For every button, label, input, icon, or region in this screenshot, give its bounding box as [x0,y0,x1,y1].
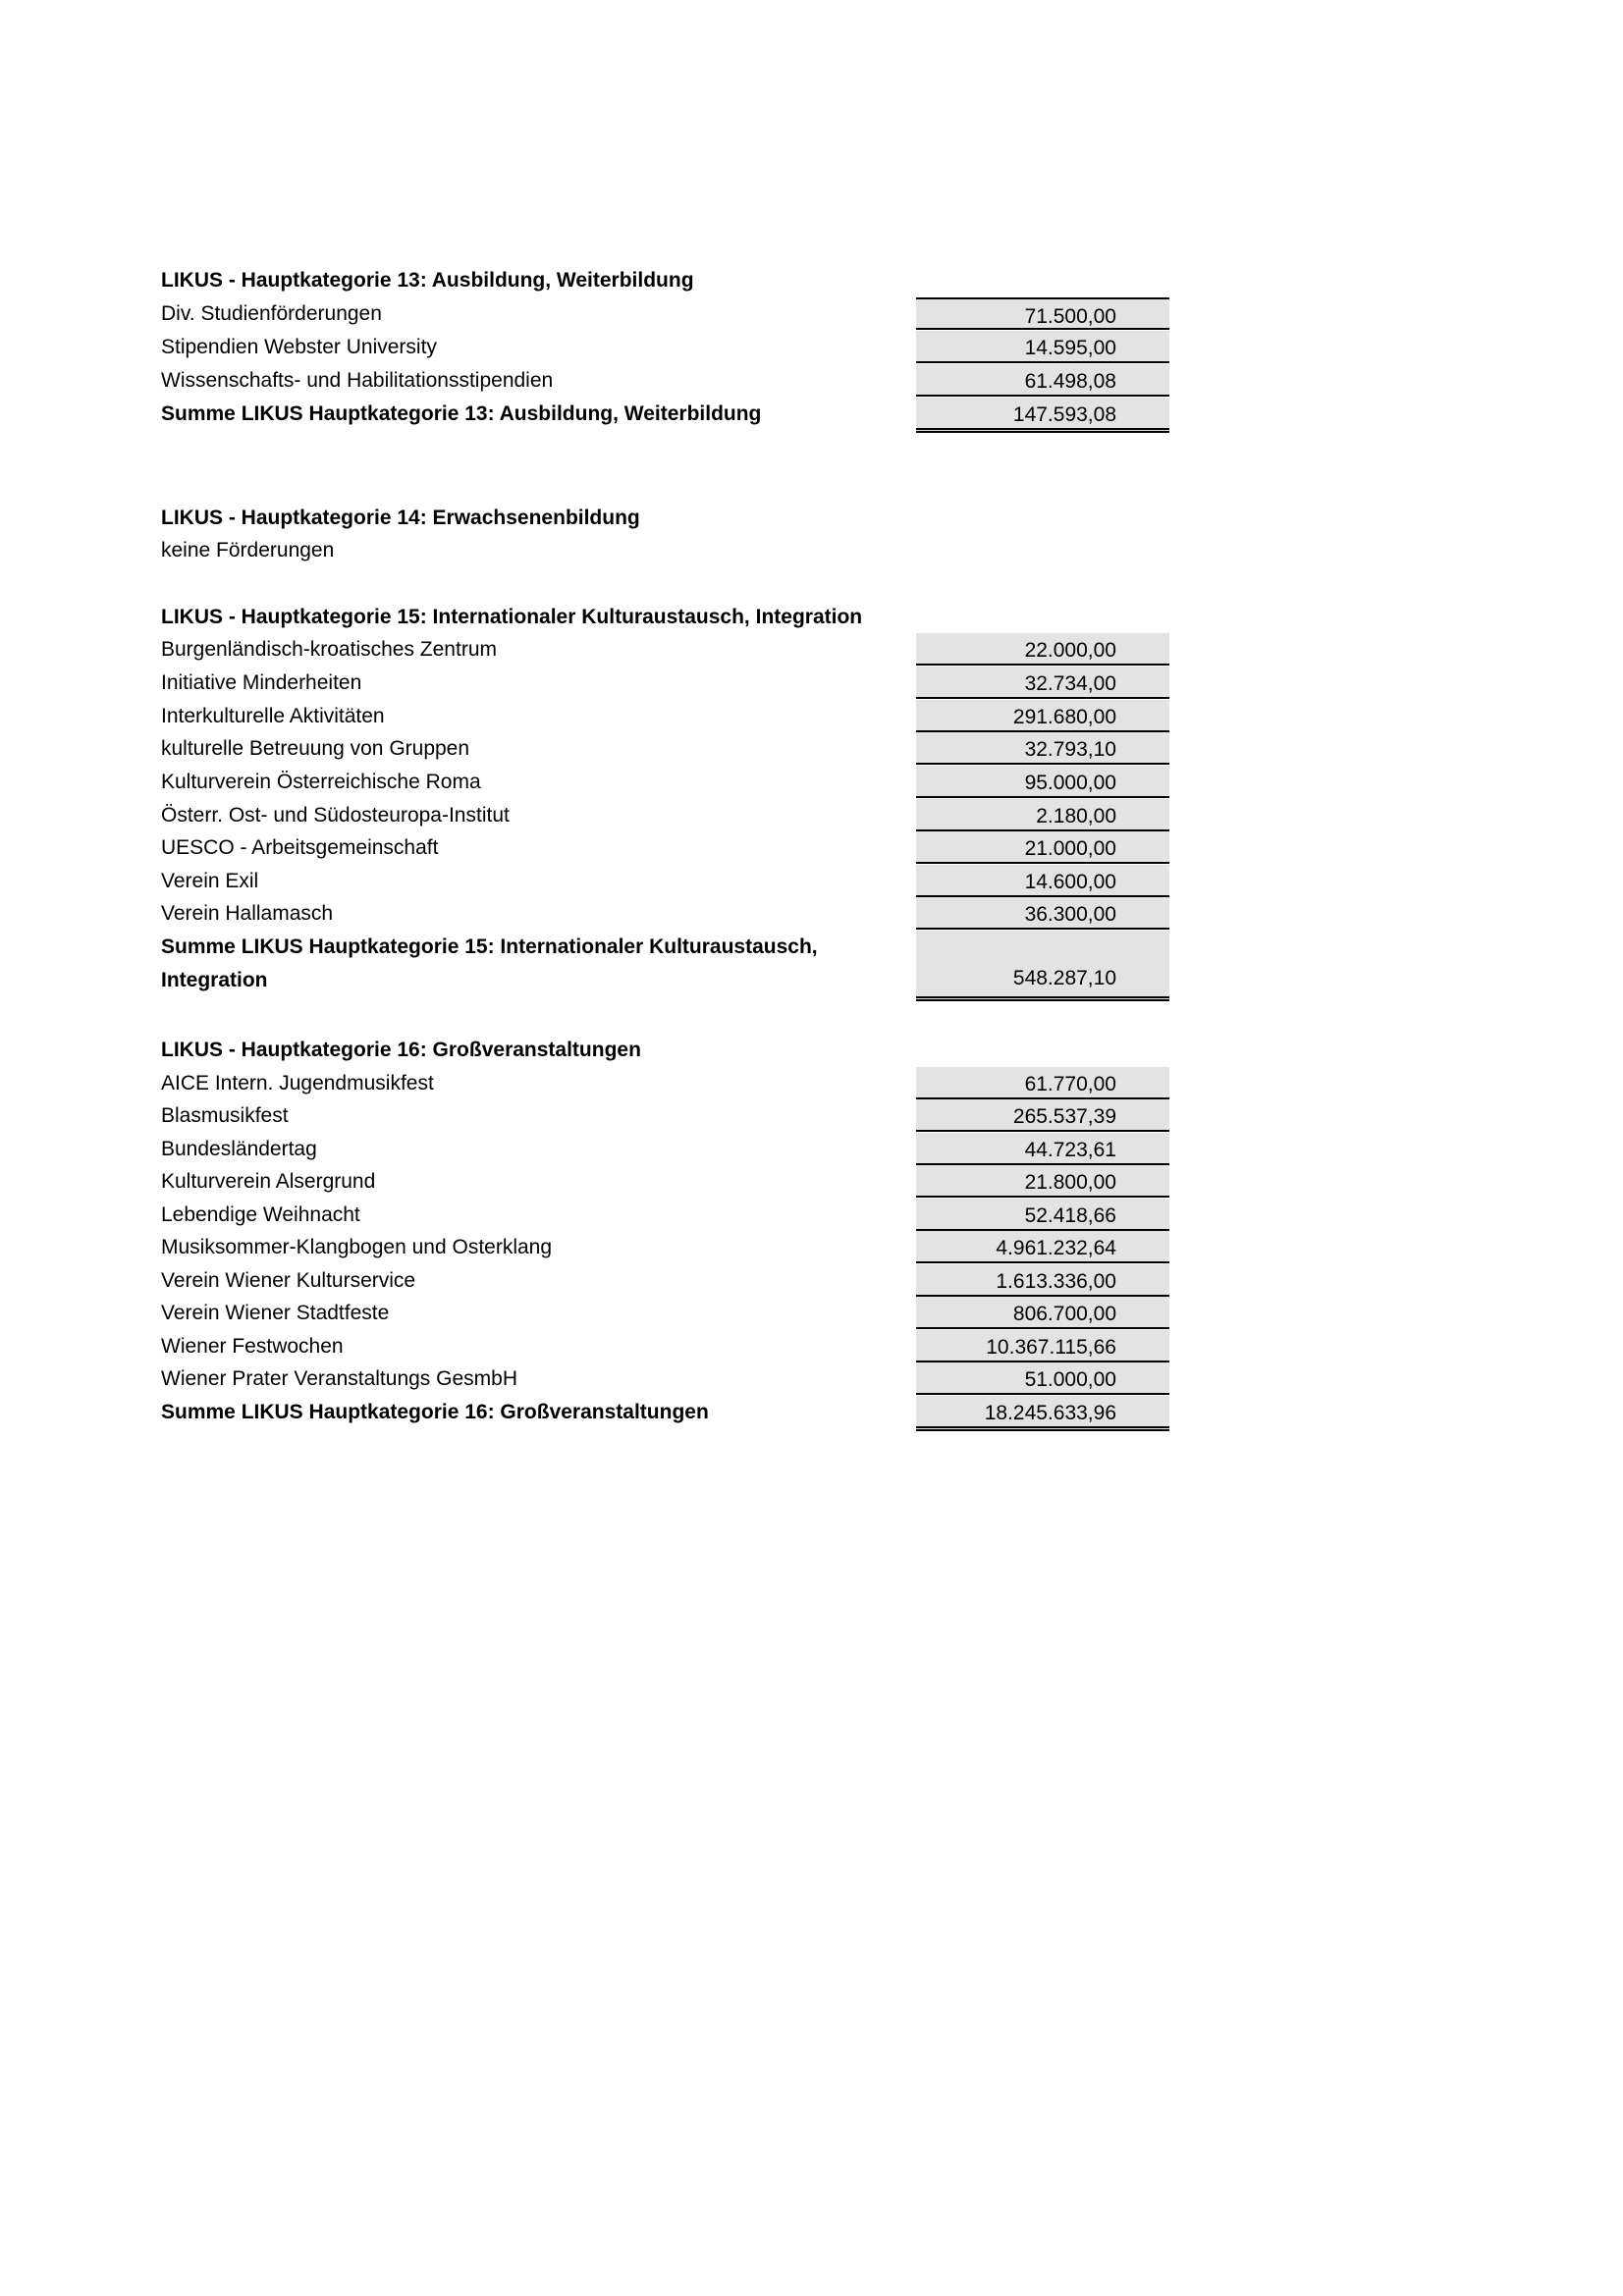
section-14-heading-row [0,502,1623,535]
table-row [0,1264,1623,1298]
row-label: Wiener Prater Veranstaltungs GesmbH [161,1367,517,1390]
table-row [0,1231,1623,1264]
row-amount: 32.793,10 [916,732,1169,765]
section-note: keine Förderungen [161,539,335,561]
row-label: Kulturverein Österreichische Roma [161,771,481,793]
row-amount: 44.723,61 [916,1133,1169,1165]
section-heading: LIKUS - Hauptkategorie 14: Erwachsenenbildung [161,507,640,529]
row-label: Wiener Festwochen [161,1335,344,1358]
section-13-heading-row [0,264,1623,297]
table-row [0,1330,1623,1363]
row-amount: 1.613.336,00 [916,1264,1169,1297]
row-amount: 61.498,08 [916,364,1169,397]
table-row [0,1297,1623,1330]
row-amount: 10.367.115,66 [916,1330,1169,1362]
row-label: Blasmusikfest [161,1104,289,1127]
table-row [0,297,1623,331]
row-label: Interkulturelle Aktivitäten [161,705,385,727]
table-row [0,364,1623,398]
section-heading: LIKUS - Hauptkategorie 13: Ausbildung, Weiterbildung [161,269,694,292]
table-row [0,1133,1623,1166]
row-label: Stipendien Webster University [161,336,437,358]
row-label: Bundesländertag [161,1138,317,1160]
table-row [0,799,1623,832]
table-row [0,1099,1623,1133]
row-amount: 21.800,00 [916,1165,1169,1198]
table-row [0,897,1623,931]
section-note-row [0,534,1623,567]
sum-label-line2: Integration [161,969,268,991]
row-label: Verein Exil [161,870,259,892]
section-heading: LIKUS - Hauptkategorie 16: Großveranstaltungen [161,1039,641,1061]
sum-amount: 147.593,08 [916,398,1169,433]
table-row [0,331,1623,364]
row-amount: 265.537,39 [916,1099,1169,1132]
table-row [0,865,1623,898]
row-label: Musiksommer-Klangbogen und Osterklang [161,1236,553,1258]
row-label: Verein Wiener Stadtfeste [161,1302,390,1324]
sum-amount: 18.245.633,96 [916,1396,1169,1431]
sum-row [0,1396,1623,1429]
table-row [0,1362,1623,1396]
row-amount: 95.000,00 [916,766,1169,798]
row-label: Initiative Minderheiten [161,671,362,694]
sum-label: Summe LIKUS Hauptkategorie 16: Großveranstaltungen [161,1401,709,1423]
table-row [0,633,1623,667]
row-label: Verein Wiener Kulturservice [161,1269,416,1292]
row-amount: 14.600,00 [916,865,1169,897]
sum-amount-cell [916,931,1169,1001]
section-15-heading-row [0,601,1623,634]
row-label: Wissenschafts- und Habilitationsstipendien [161,369,554,392]
table-row [0,667,1623,700]
table-row [0,1199,1623,1232]
row-amount: 51.000,00 [916,1362,1169,1395]
row-amount: 71.500,00 [916,297,1169,330]
row-amount: 291.680,00 [916,700,1169,732]
row-label: Lebendige Weihnacht [161,1203,360,1226]
row-amount: 2.180,00 [916,799,1169,831]
sum-label: Summe LIKUS Hauptkategorie 13: Ausbildung, Weiterbildung [161,402,762,425]
row-label: Verein Hallamasch [161,902,334,925]
row-amount: 21.000,00 [916,831,1169,864]
row-label: AICE Intern. Jugendmusikfest [161,1072,434,1095]
row-amount: 22.000,00 [916,633,1169,666]
table-row [0,831,1623,865]
table-row [0,732,1623,766]
sum-amount: 548.287,10 [1012,967,1116,989]
row-amount: 61.770,00 [916,1067,1169,1099]
row-label: Div. Studienförderungen [161,302,382,325]
section-heading: LIKUS - Hauptkategorie 15: Internationaler Kulturaustausch, Integration [161,606,863,628]
row-amount: 4.961.232,64 [916,1231,1169,1263]
row-label: kulturelle Betreuung von Gruppen [161,737,470,760]
sum-row [0,931,1623,1005]
table-row [0,700,1623,733]
row-label: Österr. Ost- und Südosteuropa-Institut [161,804,510,827]
row-label: UESCO - Arbeitsgemeinschaft [161,836,439,859]
sum-row [0,398,1623,431]
row-amount: 32.734,00 [916,667,1169,699]
section-16-heading-row [0,1034,1623,1067]
row-amount: 52.418,66 [916,1199,1169,1231]
row-label: Kulturverein Alsergrund [161,1170,376,1193]
row-amount: 806.700,00 [916,1297,1169,1329]
table-row [0,1067,1623,1100]
row-label: Burgenländisch-kroatisches Zentrum [161,638,497,661]
table-row [0,1165,1623,1199]
table-row [0,766,1623,799]
row-amount: 14.595,00 [916,331,1169,363]
row-amount: 36.300,00 [916,897,1169,930]
sum-label-line1: Summe LIKUS Hauptkategorie 15: Internationaler Kulturaustausch, [161,935,818,958]
